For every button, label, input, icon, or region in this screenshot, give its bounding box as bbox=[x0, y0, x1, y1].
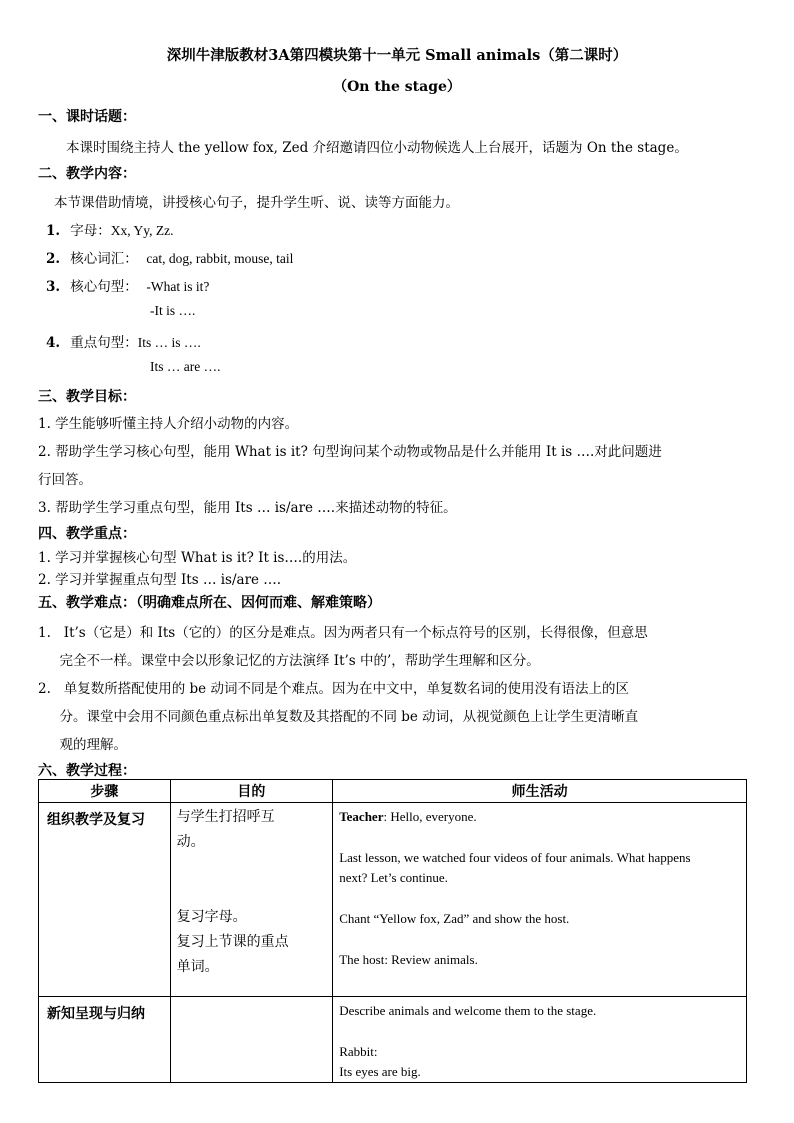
activity-line bbox=[339, 807, 740, 827]
section-3-heading: 三、教学目标： bbox=[38, 389, 136, 405]
section-1-text: 本课时围绕主持人 the yellow fox, Zed 介绍邀请四位小动物候选人上台展开，话题为 On the stage。 bbox=[66, 140, 688, 156]
section-4-heading: 四、教学重点： bbox=[38, 526, 136, 542]
content-item-4 bbox=[46, 331, 201, 351]
process-table bbox=[38, 779, 747, 1083]
item-text: Its … is …. bbox=[137, 335, 201, 350]
item-number: 3. bbox=[46, 279, 61, 295]
difficulty-line-5: 观的理解。 bbox=[38, 737, 127, 753]
table-header-row bbox=[39, 780, 747, 803]
table-row bbox=[39, 997, 747, 1083]
activity-line: Last lesson, we watched four videos of four animals. What happens bbox=[339, 850, 691, 865]
difficulty-line-4: 分。课堂中会用不同颜色重点标出单复数及其搭配的不同 be 动词，从视觉颜色上让学生更清晰直 bbox=[38, 709, 639, 725]
activity-line: Describe animals and welcome them to the stage. bbox=[339, 1003, 597, 1018]
purpose-cell bbox=[170, 997, 333, 1083]
section-2-heading: 二、教学内容： bbox=[38, 166, 136, 182]
goal-line-1: 1. 学生能够听懂主持人介绍小动物的内容。 bbox=[38, 416, 299, 432]
purpose-line: 复习上节课的重点 bbox=[176, 934, 289, 950]
step-cell: 新知呈现与归纳 bbox=[39, 997, 171, 1083]
activity-cell bbox=[333, 997, 747, 1083]
goal-line-2b: 行回答。 bbox=[38, 472, 92, 488]
header-step: 步骤 bbox=[39, 780, 171, 803]
item-label: 字母： bbox=[70, 223, 111, 239]
teacher-label: Teacher bbox=[339, 809, 384, 824]
item-text: cat, dog, rabbit, mouse, tail bbox=[146, 251, 294, 266]
purpose-line: 与学生打招呼互 bbox=[176, 809, 275, 825]
section-2-intro: 本节课借助情境，讲授核心句子，提升学生听、说、读等方面能力。 bbox=[54, 195, 459, 211]
key-point-2: 2. 学习并掌握重点句型 Its … is/are …. bbox=[38, 572, 282, 588]
content-item-1 bbox=[46, 219, 174, 239]
content-item-4-line2: Its … are …. bbox=[150, 359, 221, 374]
key-point-1: 1. 学习并掌握核心句型 What is it? It is….的用法。 bbox=[38, 550, 357, 566]
content-item-2 bbox=[46, 247, 293, 267]
item-text: Xx, Yy, Zz. bbox=[110, 223, 174, 238]
item-number: 4. bbox=[46, 335, 61, 351]
activity-line: Rabbit: bbox=[339, 1044, 378, 1059]
item-label: 核心句型： bbox=[70, 279, 138, 295]
document-title: 深圳牛津版教材3A第四模块第十一单元 Small animals（第二课时） bbox=[166, 47, 628, 64]
activity-line: Chant “Yellow fox, Zad” and show the host. bbox=[339, 911, 570, 926]
section-5-heading: 五、教学难点：（明确难点所在、因何而难、解难策略） bbox=[38, 595, 381, 611]
purpose-line: 单词。 bbox=[176, 959, 219, 975]
purpose-cell bbox=[170, 803, 333, 997]
difficulty-line-1: 1. It’s（它是）和 Its（它的）的区分是难点。因为两者只有一个标点符号的区别，长得很像，但意思 bbox=[38, 625, 648, 641]
section-1-heading: 一、课时话题： bbox=[38, 109, 136, 125]
item-text: -What is it? bbox=[146, 279, 210, 294]
goal-line-2: 2. 帮助学生学习核心句型，能用 What is it? 句型询问某个动物或物品是什么并能用 It is ….对此问题进 bbox=[38, 444, 662, 460]
header-activity: 师生活动 bbox=[333, 780, 747, 803]
document-subtitle: （On the stage） bbox=[333, 79, 461, 95]
header-purpose: 目的 bbox=[170, 780, 333, 803]
teacher-text: : Hello, everyone. bbox=[383, 809, 477, 824]
goal-line-3: 3. 帮助学生学习重点句型，能用 Its … is/are ….来描述动物的特征。 bbox=[38, 500, 457, 516]
item-label: 重点句型： bbox=[70, 335, 138, 351]
purpose-line: 复习字母。 bbox=[176, 909, 247, 925]
difficulty-line-2: 完全不一样。课堂中会以形象记忆的方法演绎 It’s 中的’，帮助学生理解和区分。 bbox=[38, 653, 540, 669]
activity-line: The host: Review animals. bbox=[339, 952, 478, 967]
difficulty-line-3: 2. 单复数所搭配使用的 be 动词不同是个难点。因为在中文中，单复数名词的使用没有语法上的区 bbox=[38, 681, 629, 697]
table-row bbox=[39, 803, 747, 997]
activity-cell bbox=[333, 803, 747, 997]
content-item-3 bbox=[46, 275, 209, 295]
item-number: 1. bbox=[46, 223, 61, 239]
step-cell: 组织教学及复习 bbox=[39, 803, 171, 997]
activity-line: next? Let’s continue. bbox=[339, 870, 448, 885]
content-item-3-line2: -It is …. bbox=[150, 303, 196, 318]
item-number: 2. bbox=[46, 251, 61, 267]
activity-line: Its eyes are big. bbox=[339, 1064, 421, 1079]
purpose-line: 动。 bbox=[176, 834, 205, 850]
section-6-heading: 六、教学过程： bbox=[38, 763, 136, 779]
item-label: 核心词汇： bbox=[70, 251, 138, 267]
